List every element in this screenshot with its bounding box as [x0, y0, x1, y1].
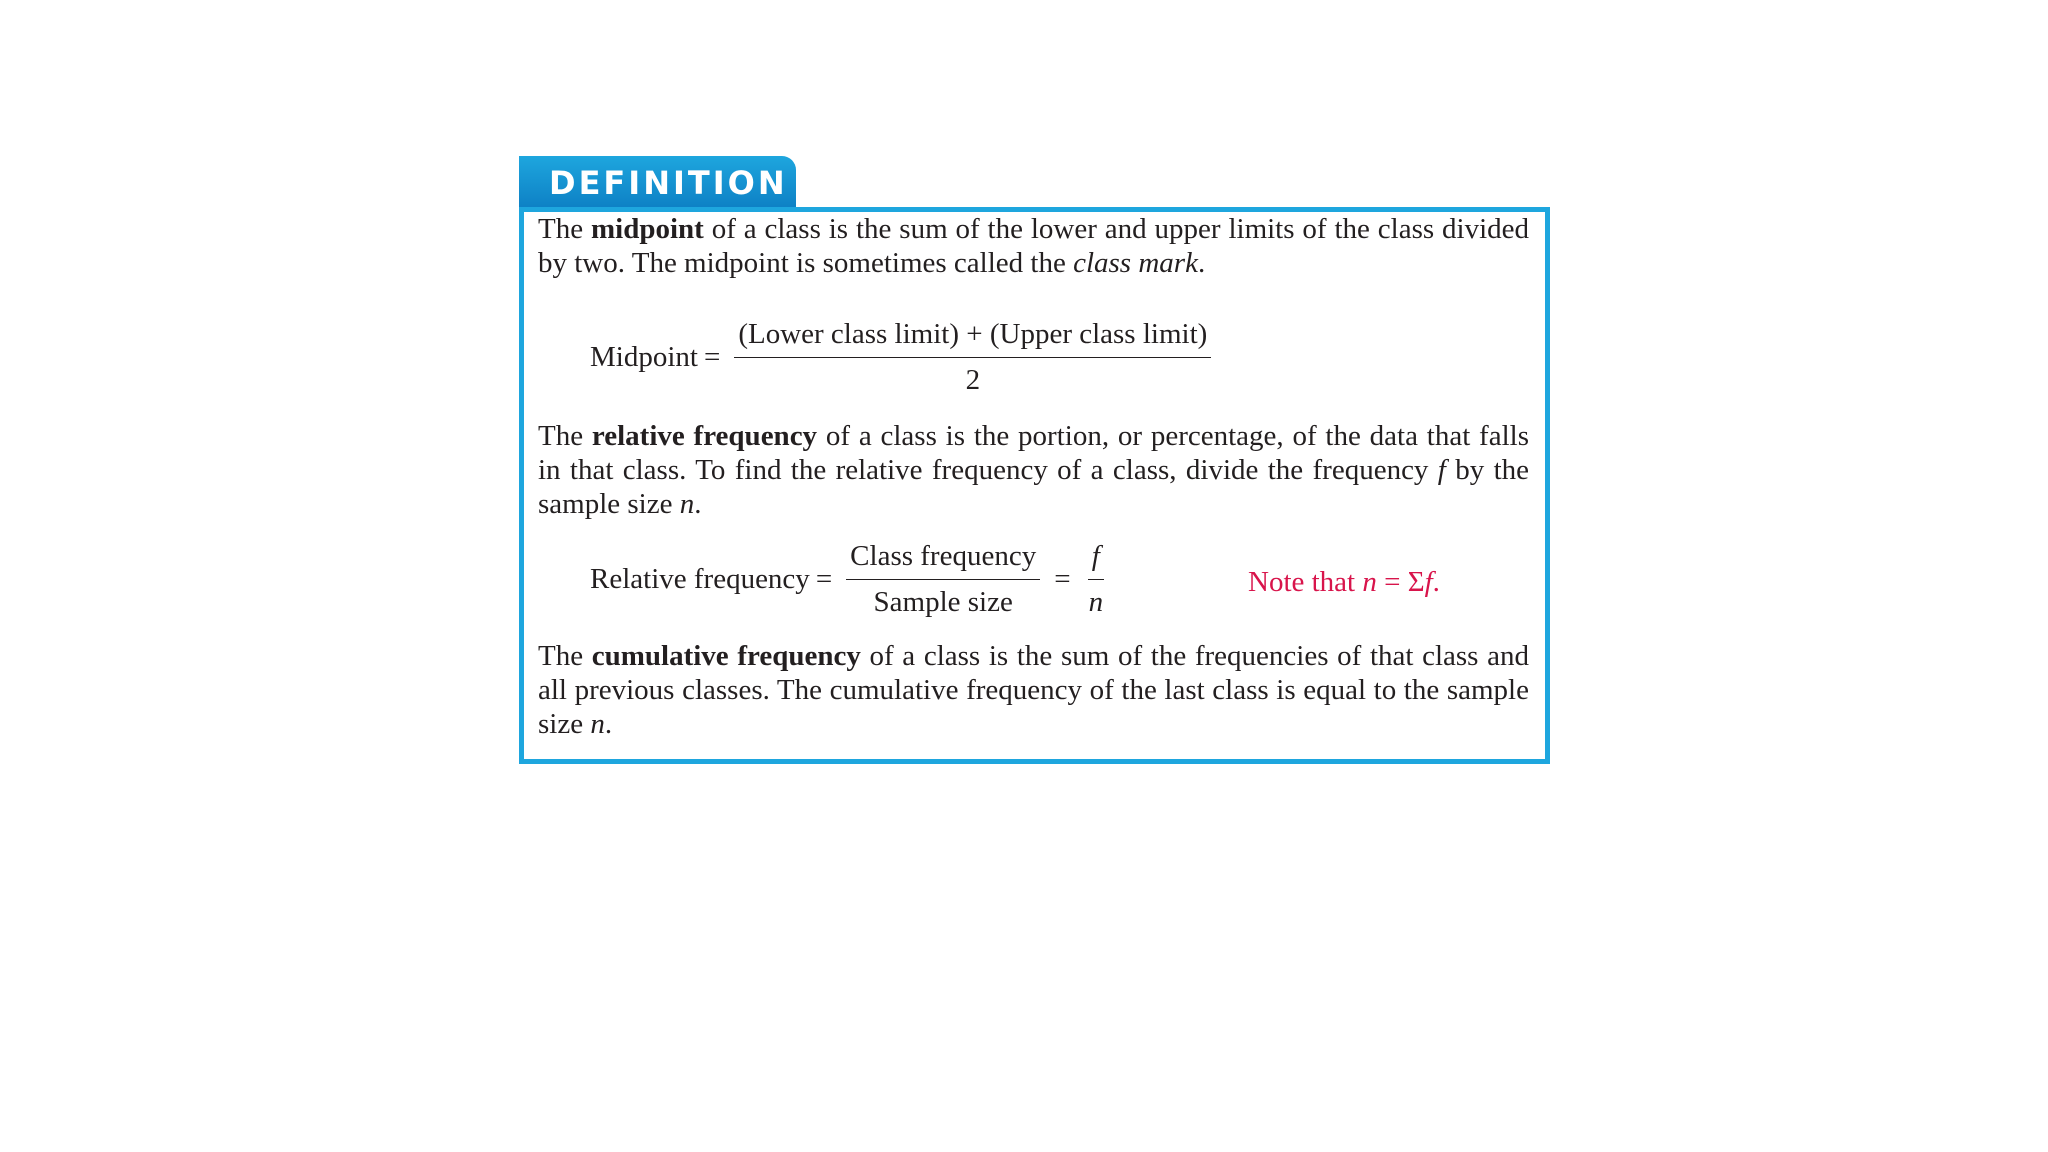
- relfreq-formula-equals-2: =: [1054, 563, 1071, 595]
- note-var-n: n: [1362, 566, 1377, 598]
- midpoint-formula-equals: =: [703, 341, 721, 373]
- relfreq-body: of a class is the portion, or percentage, of the data that falls in that class. To find the relative frequency of a class, divide the frequency: [538, 420, 1529, 486]
- cumfreq-body: of a class is the sum of the frequencies of that class and all previous classes. The cumulative frequency of the last class is equal to the sample size: [538, 640, 1529, 740]
- relfreq-var-n: n: [679, 488, 695, 520]
- note-end: .: [1432, 566, 1440, 598]
- relfreq-mid: by the sample size: [538, 454, 1529, 520]
- relfreq-var-f: f: [1437, 454, 1446, 486]
- relative-frequency-definition: [538, 419, 1529, 521]
- definition-title: DEFINITION: [549, 164, 788, 202]
- definition-tab: [519, 156, 796, 210]
- midpoint-intro: The: [538, 213, 591, 245]
- sample-size-note: [1248, 566, 1440, 599]
- midpoint-fraction: [734, 318, 1211, 397]
- relfreq-fraction-2: [1085, 540, 1108, 619]
- relfreq-denominator: Sample size: [873, 586, 1013, 618]
- midpoint-formula: [590, 318, 1219, 397]
- relfreq-frac2-numerator: f: [1088, 540, 1104, 580]
- cumfreq-intro: The: [538, 640, 592, 672]
- relfreq-term: relative frequency: [591, 420, 818, 452]
- relfreq-frac2-denominator: n: [1088, 586, 1104, 618]
- relfreq-end: .: [694, 488, 702, 520]
- midpoint-body: of a class is the sum of the lower and upper limits of the class divided by two. The midpoint is sometimes called the: [538, 213, 1530, 279]
- midpoint-formula-lhs: Midpoint: [590, 341, 698, 373]
- cumulative-frequency-definition: [538, 639, 1529, 741]
- midpoint-definition: [538, 212, 1529, 280]
- midpoint-term: midpoint: [590, 213, 704, 245]
- midpoint-numerator: (Lower class limit) + (Upper class limit): [734, 318, 1211, 358]
- cumfreq-var-n: n: [590, 708, 605, 740]
- relfreq-numerator: Class frequency: [846, 540, 1040, 580]
- cumfreq-term: cumulative frequency: [591, 640, 861, 672]
- midpoint-denominator: 2: [965, 364, 981, 396]
- note-prefix: Note that: [1248, 566, 1363, 598]
- cumfreq-end: .: [604, 708, 613, 740]
- relfreq-fraction-1: [846, 540, 1040, 619]
- relative-frequency-formula: [590, 540, 1115, 619]
- relfreq-formula-lhs: Relative frequency: [590, 563, 810, 595]
- class-mark-term: class mark: [1073, 247, 1198, 279]
- relfreq-formula-equals-1: =: [815, 563, 833, 595]
- note-var-f: f: [1424, 566, 1433, 598]
- relfreq-intro: The: [538, 420, 592, 452]
- note-equals-sigma: = Σ: [1376, 566, 1425, 598]
- midpoint-end: .: [1197, 247, 1206, 279]
